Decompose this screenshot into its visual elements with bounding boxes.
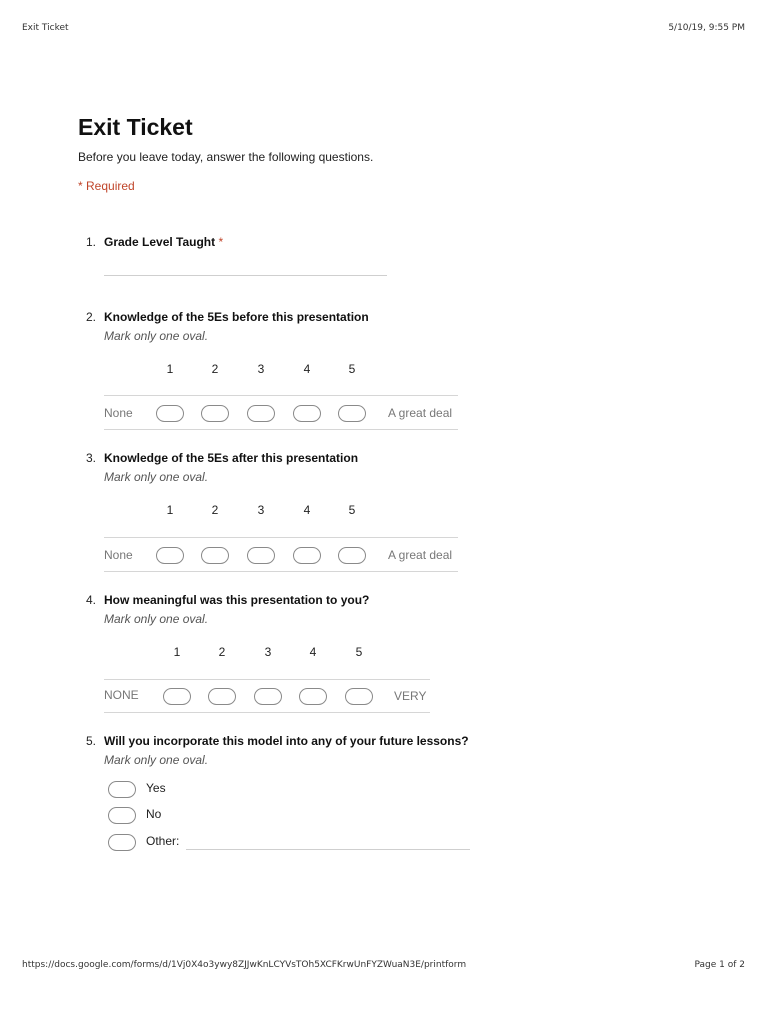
scale-value: 3 <box>264 645 272 659</box>
scale-divider <box>104 712 430 713</box>
choice-label: Other: <box>146 834 180 848</box>
question-number: 4. <box>85 593 96 607</box>
question-title: Knowledge of the 5Es before this presentation <box>104 310 369 324</box>
scale-value: 1 <box>166 362 174 376</box>
scale-option-oval[interactable] <box>338 405 366 422</box>
scale-divider <box>104 537 458 538</box>
choice-label: Yes <box>146 781 166 795</box>
question-number: 3. <box>85 451 96 465</box>
choice-oval[interactable] <box>108 807 136 824</box>
scale-value: 1 <box>173 645 181 659</box>
scale-value: 2 <box>211 503 219 517</box>
question-number: 1. <box>85 235 96 249</box>
choice-oval[interactable] <box>108 781 136 798</box>
linear-scale <box>104 362 464 432</box>
question-help-text: Mark only one oval. <box>104 470 209 484</box>
scale-option-oval[interactable] <box>156 405 184 422</box>
question-help-text: Mark only one oval. <box>104 612 209 626</box>
choice-label: No <box>146 807 162 821</box>
scale-value: 4 <box>303 362 311 376</box>
scale-high-label: A great deal <box>388 406 453 420</box>
scale-value: 4 <box>303 503 311 517</box>
linear-scale <box>104 503 464 573</box>
scale-divider <box>104 395 458 396</box>
scale-low-label: None <box>104 548 133 562</box>
scale-divider <box>104 571 458 572</box>
scale-option-oval[interactable] <box>201 547 229 564</box>
form-description: Before you leave today, answer the following questions. <box>78 150 374 164</box>
question-title: How meaningful was this presentation to you? <box>104 593 370 607</box>
linear-scale <box>104 645 434 715</box>
scale-option-oval[interactable] <box>299 688 327 705</box>
question-help-text: Mark only one oval. <box>104 329 209 343</box>
scale-value: 3 <box>257 503 265 517</box>
scale-option-oval[interactable] <box>201 405 229 422</box>
question-2 <box>80 310 600 435</box>
scale-option-oval[interactable] <box>208 688 236 705</box>
scale-option-oval[interactable] <box>247 547 275 564</box>
scale-high-label: VERY <box>394 689 427 703</box>
scale-option-oval[interactable] <box>254 688 282 705</box>
scale-value: 2 <box>211 362 219 376</box>
print-footer-page: Page 1 of 2 <box>694 960 745 970</box>
scale-low-label: NONE <box>104 688 139 702</box>
scale-divider <box>104 429 458 430</box>
required-note: * Required <box>78 179 135 193</box>
question-help-text: Mark only one oval. <box>104 753 209 767</box>
scale-low-label: None <box>104 406 133 420</box>
print-header-datetime: 5/10/19, 9:55 PM <box>668 23 745 33</box>
print-footer-url: https://docs.google.com/forms/d/1Vj0X4o3ywy8ZJJwKnLCYVsTOh5XCFKrwUnFYZWuaN3E/printform <box>22 960 467 970</box>
question-title: Knowledge of the 5Es after this presentation <box>104 451 359 465</box>
scale-value: 1 <box>166 503 174 517</box>
scale-high-label: A great deal <box>388 548 453 562</box>
scale-option-oval[interactable] <box>293 547 321 564</box>
other-answer-field[interactable] <box>186 849 470 850</box>
print-header-title: Exit Ticket <box>22 23 69 33</box>
question-title: Will you incorporate this model into any of your future lessons? <box>104 734 469 748</box>
question-number: 2. <box>85 310 96 324</box>
scale-value: 3 <box>257 362 265 376</box>
question-title: Grade Level Taught * <box>104 235 224 249</box>
question-4 <box>80 593 600 718</box>
scale-option-oval[interactable] <box>247 405 275 422</box>
question-5 <box>80 734 600 859</box>
scale-option-oval[interactable] <box>293 405 321 422</box>
question-1 <box>80 235 600 285</box>
scale-value: 5 <box>355 645 363 659</box>
choice-oval[interactable] <box>108 834 136 851</box>
scale-value: 5 <box>348 362 356 376</box>
scale-value: 4 <box>309 645 317 659</box>
scale-option-oval[interactable] <box>156 547 184 564</box>
scale-option-oval[interactable] <box>338 547 366 564</box>
form-title: Exit Ticket <box>78 114 193 140</box>
question-3 <box>80 451 600 576</box>
scale-option-oval[interactable] <box>345 688 373 705</box>
scale-value: 5 <box>348 503 356 517</box>
scale-option-oval[interactable] <box>163 688 191 705</box>
required-star: * <box>218 235 224 249</box>
scale-value: 2 <box>218 645 226 659</box>
scale-divider <box>104 679 430 680</box>
question-number: 5. <box>85 734 96 748</box>
grade-level-answer-field[interactable] <box>104 275 387 276</box>
